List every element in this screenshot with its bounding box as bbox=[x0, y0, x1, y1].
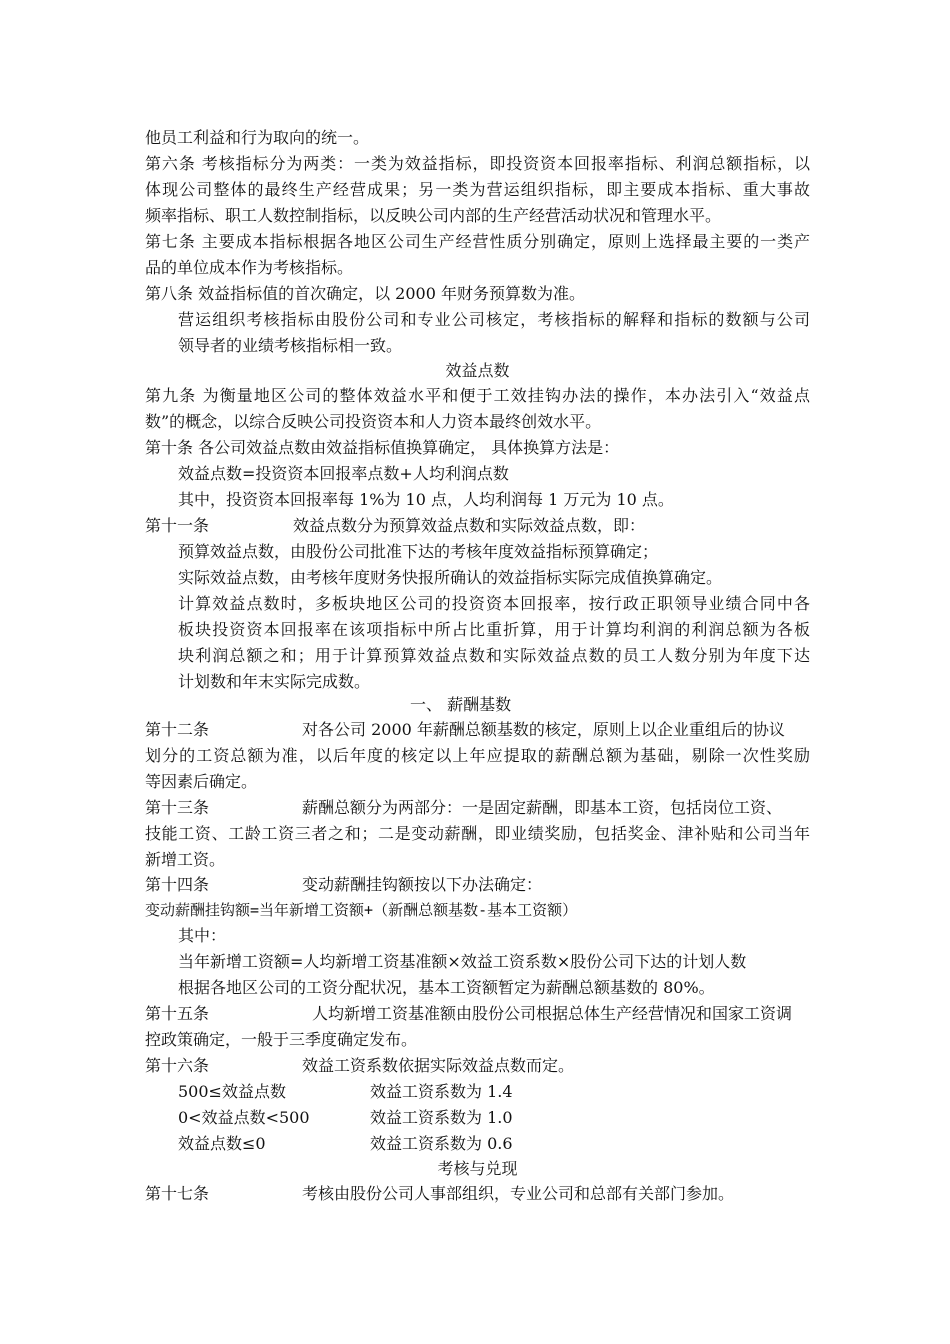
coefficient-condition: 500≤效益点数 bbox=[178, 1082, 286, 1101]
article-8-line: 第八条 效益指标值的首次确定，以 2000 年财务预算数为准。 bbox=[145, 284, 585, 303]
article-6-line: 体现公司整体的最终生产经营成果；另一类为营运组织指标，即主要成本指标、重大事故 bbox=[145, 180, 810, 199]
indented-line: 其中，投资资本回报率每 1%为 10 点，人均利润每 1 万元为 10 点。 bbox=[178, 490, 674, 509]
coefficient-condition: 0<效益点数<500 bbox=[178, 1108, 310, 1127]
article-10-line: 第十条 各公司效益点数由效益指标值换算确定， 具体换算方法是： bbox=[145, 438, 620, 457]
indented-line: 实际效益点数，由考核年度财务快报所确认的效益指标实际完成值换算确定。 bbox=[178, 568, 723, 587]
article-label: 第十二条 bbox=[145, 720, 210, 739]
article-9-line: 数”的概念，以综合反映公司投资资本和人力资本最终创效水平。 bbox=[145, 412, 602, 431]
indented-line: 根据各地区公司的工资分配状况，基本工资额暂定为薪酬总额基数的 80%。 bbox=[178, 978, 715, 997]
article-15-line: 控政策确定，一般于三季度确定发布。 bbox=[145, 1030, 418, 1049]
indented-line: 块利润总额之和；用于计算预算效益点数和实际效益点数的员工人数分别为年度下达 bbox=[178, 646, 810, 665]
article-label: 第十四条 bbox=[145, 875, 210, 894]
article-6-line: 频率指标、职工人数控制指标，以反映公司内部的生产经营活动状况和管理水平。 bbox=[145, 206, 722, 225]
article-text: 对各公司 2000 年薪酬总额基数的核定，原则上以企业重组后的协议 bbox=[302, 720, 785, 739]
article-text: 考核由股份公司人事部组织，专业公司和总部有关部门参加。 bbox=[302, 1184, 735, 1203]
indented-line: 计算效益点数时，多板块地区公司的投资资本回报率，按行政正职领导业绩合同中各 bbox=[178, 594, 810, 613]
article-label: 第十五条 bbox=[145, 1004, 210, 1023]
indented-line: 计划数和年末实际完成数。 bbox=[178, 672, 371, 691]
section-heading: 考核与兑现 bbox=[437, 1159, 518, 1178]
indented-line: 预算效益点数，由股份公司批准下达的考核年度效益指标预算确定； bbox=[178, 542, 659, 561]
coefficient-value: 效益工资系数为 1.0 bbox=[370, 1108, 513, 1127]
coefficient-value: 效益工资系数为 1.4 bbox=[370, 1082, 513, 1101]
article-text: 薪酬总额分为两部分：一是固定薪酬，即基本工资，包括岗位工资、 bbox=[302, 798, 783, 817]
article-9-line: 第九条 为衡量地区公司的整体效益水平和便于工效挂钩办法的操作，本办法引入“效益点 bbox=[145, 386, 810, 405]
indented-line: 板块投资资本回报率在该项指标中所占比重折算，用于计算均利润的利润总额为各板 bbox=[178, 620, 810, 639]
article-text: 变动薪酬挂钩额按以下办法确定： bbox=[302, 875, 543, 894]
formula-line: 当年新增工资额=人均新增工资基准额×效益工资系数×股份公司下达的计划人数 bbox=[178, 952, 747, 971]
article-7-line: 品的单位成本作为考核指标。 bbox=[145, 258, 354, 277]
coefficient-condition: 效益点数≤0 bbox=[178, 1134, 266, 1153]
indented-line: 领导者的业绩考核指标相一致。 bbox=[178, 336, 403, 355]
article-6-line: 第六条 考核指标分为两类：一类为效益指标，即投资资本回报率指标、利润总额指标，以 bbox=[145, 154, 810, 173]
article-label: 第十七条 bbox=[145, 1184, 210, 1203]
formula-line: 效益点数=投资资本回报率点数+人均利润点数 bbox=[178, 464, 509, 483]
article-label: 第十一条 bbox=[145, 516, 210, 535]
formula-line: 变动薪酬挂钩额=当年新增工资额+（新酬总额基数-基本工资额） bbox=[145, 901, 578, 919]
article-label: 第十六条 bbox=[145, 1056, 210, 1075]
paragraph-line: 他员工利益和行为取向的统一。 bbox=[145, 128, 370, 147]
article-12-line: 划分的工资总额为准，以后年度的核定以上年应提取的薪酬总额为基础，剔除一次性奖励 bbox=[145, 746, 810, 765]
coefficient-value: 效益工资系数为 0.6 bbox=[370, 1134, 513, 1153]
section-heading: 效益点数 bbox=[445, 361, 510, 380]
article-7-line: 第七条 主要成本指标根据各地区公司生产经营性质分别确定，原则上选择最主要的一类产 bbox=[145, 232, 810, 251]
article-label: 第十三条 bbox=[145, 798, 210, 817]
article-13-line: 技能工资、工龄工资三者之和；二是变动薪酬，即业绩奖励，包括奖金、津补贴和公司当年 bbox=[145, 824, 810, 843]
article-12-line: 等因素后确定。 bbox=[145, 772, 258, 791]
article-13-line: 新增工资。 bbox=[145, 850, 226, 869]
article-text: 效益点数分为预算效益点数和实际效益点数，即： bbox=[293, 516, 646, 535]
article-text: 人均新增工资基准额由股份公司根据总体生产经营情况和国家工资调 bbox=[312, 1004, 793, 1023]
indented-line: 营运组织考核指标由股份公司和专业公司核定，考核指标的解释和指标的数额与公司 bbox=[178, 310, 810, 329]
indented-line: 其中： bbox=[178, 926, 227, 945]
section-heading: 一、 薪酬基数 bbox=[410, 695, 512, 714]
article-text: 效益工资系数依据实际效益点数而定。 bbox=[302, 1056, 575, 1075]
